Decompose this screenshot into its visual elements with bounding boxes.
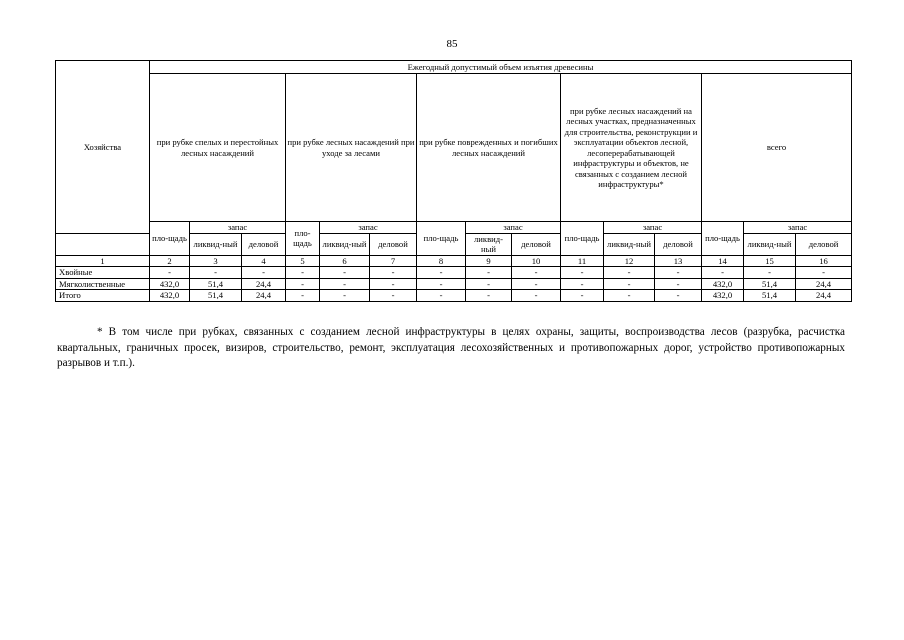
farm-header: Хозяйства	[56, 61, 150, 234]
liquid-header: ликвид-ный	[190, 233, 242, 255]
cell: -	[655, 278, 702, 290]
cell: -	[190, 267, 242, 279]
cell: -	[604, 278, 655, 290]
stock-header: запас	[744, 222, 852, 234]
column-number: 2	[150, 255, 190, 267]
column-number: 6	[320, 255, 370, 267]
group-header-damaged: при рубке поврежденных и погибших лесных насаждений	[417, 74, 561, 222]
cell: -	[242, 267, 286, 279]
column-number: 10	[512, 255, 561, 267]
area-header: пло-щадь	[561, 222, 604, 256]
column-number: 7	[370, 255, 417, 267]
stock-header: запас	[466, 222, 561, 234]
main-header: Ежегодный допустимый объем изъятия древесины	[150, 61, 852, 74]
footnote: * В том числе при рубках, связанных с созданием лесной инфраструктуры в целях охраны, защиты, воспроизводства лесов (разрубка, расчистка квартальных, граничных просек, визиров, строительство, ремонт, эксплуатация лесохозяйственных и противопожарных дорог, устройство противопожарных разрывов и т.п.).	[57, 326, 845, 369]
cell: -	[320, 290, 370, 302]
cell: 51,4	[190, 290, 242, 302]
cell: -	[561, 278, 604, 290]
cell: 432,0	[150, 278, 190, 290]
cell: -	[466, 278, 512, 290]
column-number: 12	[604, 255, 655, 267]
business-header: деловой	[370, 233, 417, 255]
cell: -	[417, 290, 466, 302]
table-row	[56, 267, 852, 279]
business-header: деловой	[242, 233, 286, 255]
column-number: 3	[190, 255, 242, 267]
cell: -	[702, 267, 744, 279]
area-header: пло-щадь	[286, 222, 320, 256]
column-number: 16	[796, 255, 852, 267]
cell: -	[286, 290, 320, 302]
group-header-care: при рубке лесных насаждений при уходе за лесами	[286, 74, 417, 222]
business-header: деловой	[655, 233, 702, 255]
liquid-header: ликвид-ный	[466, 233, 512, 255]
stock-header: запас	[320, 222, 417, 234]
liquid-header: ликвид-ный	[320, 233, 370, 255]
table-row	[56, 290, 852, 302]
farm-header-spacer	[56, 233, 150, 255]
group-header-infrastructure: при рубке лесных насаждений на лесных участках, предназначенных для строительства, реконструкции и эксплуатации объектов лесной, лесоперерабатывающей инфраструктуры и объектов, не связанных с созданием лесной инфраструктуры*	[561, 74, 702, 222]
cell: 432,0	[702, 290, 744, 302]
cell: -	[512, 278, 561, 290]
cell: -	[655, 267, 702, 279]
cell: -	[370, 290, 417, 302]
cell: 24,4	[242, 278, 286, 290]
row-name: Хвойные	[56, 267, 150, 279]
business-header: деловой	[512, 233, 561, 255]
liquid-header: ликвид-ный	[744, 233, 796, 255]
cell: 51,4	[190, 278, 242, 290]
cell: 24,4	[796, 290, 852, 302]
area-header: пло-щадь	[417, 222, 466, 256]
group-header-mature: при рубке спелых и перестойных лесных насаждений	[150, 74, 286, 222]
timber-harvest-table	[55, 60, 852, 302]
cell: 51,4	[744, 290, 796, 302]
cell: -	[744, 267, 796, 279]
page-number: 85	[446, 38, 458, 50]
area-header: пло-щадь	[150, 222, 190, 256]
column-number: 1	[56, 255, 150, 267]
cell: 24,4	[796, 278, 852, 290]
column-number-row	[56, 255, 852, 267]
cell: -	[604, 267, 655, 279]
column-number: 5	[286, 255, 320, 267]
column-number: 11	[561, 255, 604, 267]
row-name: Мягколиственные	[56, 278, 150, 290]
group-header-total: всего	[702, 74, 852, 222]
cell: -	[512, 267, 561, 279]
cell: 432,0	[702, 278, 744, 290]
cell: -	[286, 278, 320, 290]
business-header: деловой	[796, 233, 852, 255]
cell: -	[370, 267, 417, 279]
cell: -	[320, 278, 370, 290]
column-number: 13	[655, 255, 702, 267]
row-name: Итого	[56, 290, 150, 302]
cell: -	[417, 278, 466, 290]
cell: -	[604, 290, 655, 302]
cell: 432,0	[150, 290, 190, 302]
cell: -	[370, 278, 417, 290]
cell: -	[796, 267, 852, 279]
area-header: пло-щадь	[702, 222, 744, 256]
cell: -	[466, 267, 512, 279]
column-number: 15	[744, 255, 796, 267]
table-row	[56, 278, 852, 290]
column-number: 8	[417, 255, 466, 267]
cell: -	[512, 290, 561, 302]
cell: -	[286, 267, 320, 279]
cell: -	[320, 267, 370, 279]
cell: -	[561, 290, 604, 302]
cell: 51,4	[744, 278, 796, 290]
cell: -	[466, 290, 512, 302]
cell: 24,4	[242, 290, 286, 302]
stock-header: запас	[190, 222, 286, 234]
column-number: 14	[702, 255, 744, 267]
cell: -	[417, 267, 466, 279]
cell: -	[150, 267, 190, 279]
stock-header: запас	[604, 222, 702, 234]
column-number: 9	[466, 255, 512, 267]
liquid-header: ликвид-ный	[604, 233, 655, 255]
cell: -	[561, 267, 604, 279]
cell: -	[655, 290, 702, 302]
column-number: 4	[242, 255, 286, 267]
